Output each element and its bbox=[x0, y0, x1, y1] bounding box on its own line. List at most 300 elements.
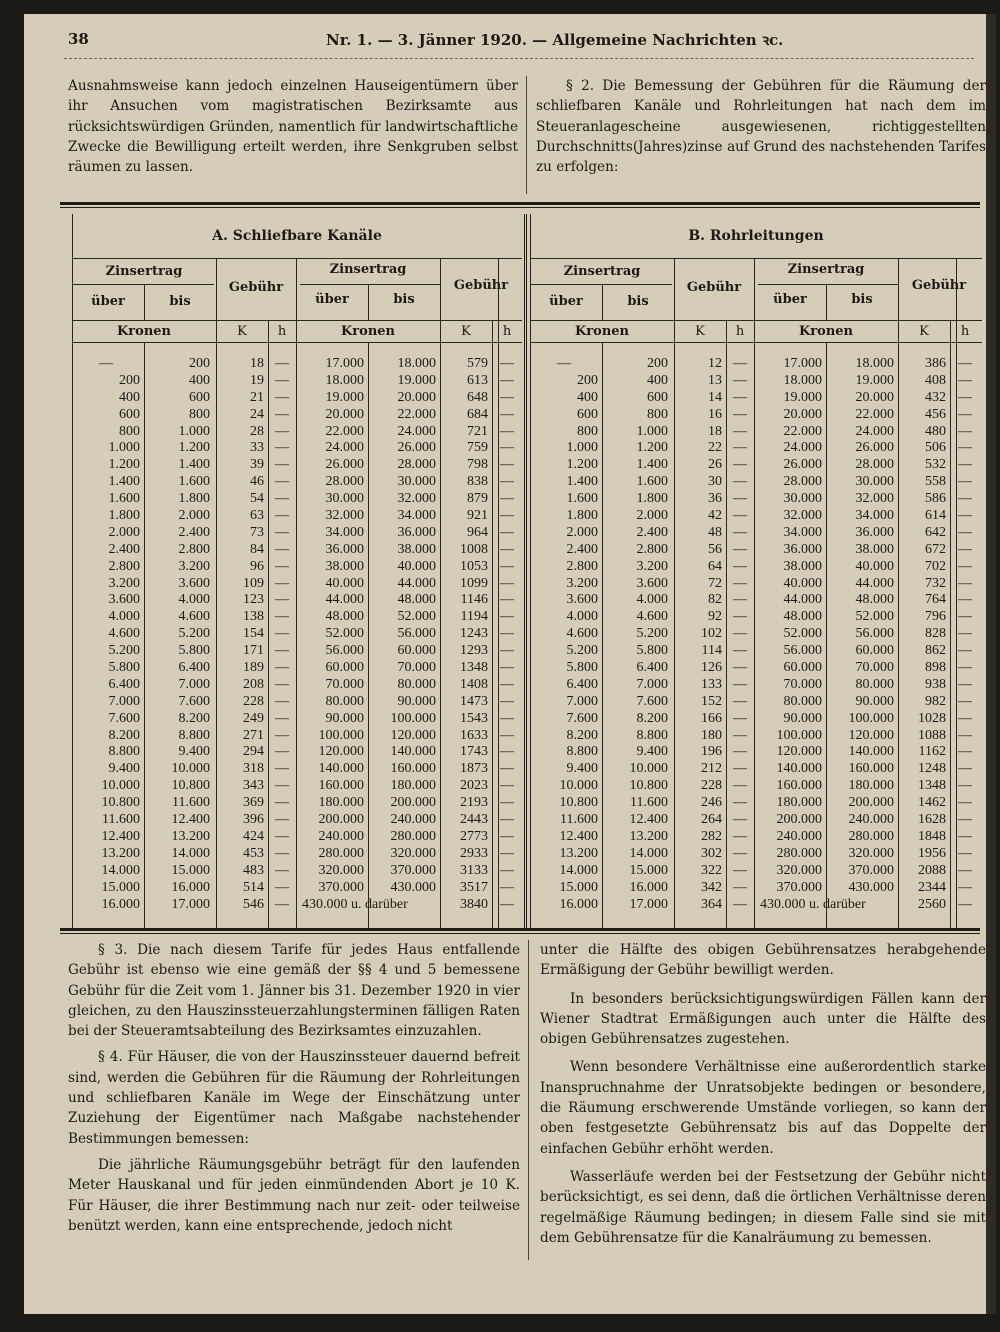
table-row bbox=[530, 424, 982, 441]
table-cell: 1543 bbox=[460, 710, 488, 726]
table-cell: 579 bbox=[467, 356, 488, 371]
table-cell: 70.000 bbox=[783, 676, 822, 692]
table-cell: 13.200 bbox=[101, 845, 140, 861]
table-cell: — bbox=[275, 457, 289, 473]
table-a-gebuehr-label-1: Gebühr bbox=[228, 280, 284, 295]
table-cell: 320.000 bbox=[318, 862, 364, 878]
table-row bbox=[530, 812, 982, 829]
table-cell: — bbox=[733, 643, 747, 659]
table-cell: — bbox=[733, 508, 747, 524]
table-cell: — bbox=[733, 440, 747, 456]
table-cell: — bbox=[275, 710, 289, 726]
table-cell: 7.600 bbox=[636, 693, 668, 709]
table-cell: — bbox=[275, 389, 289, 405]
table-cell: — bbox=[733, 609, 747, 625]
table-cell: — bbox=[500, 744, 514, 760]
table-cell: — bbox=[958, 812, 972, 828]
table-cell: 1633 bbox=[460, 727, 488, 743]
table-cell: — bbox=[500, 356, 514, 371]
table-row bbox=[530, 897, 982, 914]
intro-right-column bbox=[536, 76, 986, 177]
table-cell: 400 bbox=[647, 372, 668, 388]
table-cell: — bbox=[733, 474, 747, 490]
table-cell: 280.000 bbox=[848, 828, 894, 844]
table-cell: — bbox=[99, 356, 113, 371]
table-row bbox=[530, 744, 982, 761]
table-cell: — bbox=[733, 406, 747, 422]
table-b-h-label-1: h bbox=[735, 324, 745, 339]
table-cell: 60.000 bbox=[325, 660, 364, 676]
table-cell: 1.400 bbox=[178, 457, 210, 473]
table-row bbox=[530, 660, 982, 677]
table-a-schliefbare-kanaele bbox=[72, 214, 522, 930]
table-cell: 80.000 bbox=[397, 676, 436, 692]
table-cell: 24.000 bbox=[325, 440, 364, 456]
table-cell: 1.000 bbox=[566, 440, 598, 456]
table-cell: — bbox=[500, 423, 514, 439]
table-row bbox=[72, 694, 522, 711]
table-cell: 152 bbox=[701, 693, 722, 709]
paragraph-wasserlaeufe: Wasserläufe werden bei der Festsetzung der Gebühr nicht berücksichtigt, es sei denn, daß die örtlichen Verhältnisse deren regelmäßige Räumung bedingen; in diesem Falle sind sie mit dem Gebührensatze für die Kanalräumung zu bemessen. bbox=[540, 1168, 986, 1246]
table-row bbox=[72, 778, 522, 795]
table-cell: 2088 bbox=[918, 862, 946, 878]
table-cell: 600 bbox=[647, 389, 668, 405]
table-cell: 38.000 bbox=[397, 541, 436, 557]
table-cell: — bbox=[958, 862, 972, 878]
table-cell: 8.800 bbox=[108, 744, 140, 760]
table-cell: 15.000 bbox=[171, 862, 210, 878]
table-cell: 1162 bbox=[918, 744, 946, 760]
table-cell: — bbox=[733, 828, 747, 844]
table-cell: 13.200 bbox=[629, 828, 668, 844]
table-cell: 408 bbox=[925, 372, 946, 388]
table-cell: 2.400 bbox=[636, 524, 668, 540]
table-cell: 1.000 bbox=[178, 423, 210, 439]
table-a-ueber-label-1: über bbox=[91, 294, 125, 309]
table-cell: 15.000 bbox=[559, 879, 598, 895]
table-cell: 36.000 bbox=[325, 541, 364, 557]
table-cell: 1348 bbox=[460, 660, 488, 676]
table-cell: 100.000 bbox=[318, 727, 364, 743]
body-left-column bbox=[68, 940, 520, 1236]
table-cell: — bbox=[733, 660, 747, 676]
table-cell: 12.400 bbox=[101, 828, 140, 844]
table-cell: — bbox=[275, 440, 289, 456]
table-cell: 600 bbox=[189, 389, 210, 405]
table-a-zinsertrag-label-2: Zinsertrag bbox=[329, 262, 407, 277]
table-cell: 1.200 bbox=[636, 440, 668, 456]
table-cell: 3.200 bbox=[178, 558, 210, 574]
table-cell: 4.600 bbox=[178, 609, 210, 625]
table-cell: 40.000 bbox=[397, 558, 436, 574]
table-b-title: B. Rohrleitungen bbox=[688, 228, 824, 244]
table-cell: — bbox=[500, 761, 514, 777]
table-cell: 38.000 bbox=[783, 558, 822, 574]
table-cell: 10.800 bbox=[171, 778, 210, 794]
table-cell: 30.000 bbox=[855, 474, 894, 490]
table-cell: 1146 bbox=[460, 592, 488, 608]
table-cell: 48.000 bbox=[397, 592, 436, 608]
table-cell: — bbox=[733, 862, 747, 878]
table-cell: 15.000 bbox=[101, 879, 140, 895]
table-row bbox=[530, 576, 982, 593]
table-cell: 10.800 bbox=[559, 795, 598, 811]
table-cell: 34.000 bbox=[783, 524, 822, 540]
table-cell: 246 bbox=[701, 795, 722, 811]
table-cell: 60.000 bbox=[783, 660, 822, 676]
table-cell: 280.000 bbox=[776, 845, 822, 861]
table-row bbox=[72, 897, 522, 914]
table-row bbox=[72, 795, 522, 812]
table-row bbox=[530, 761, 982, 778]
table-cell: 34.000 bbox=[325, 524, 364, 540]
table-row bbox=[72, 592, 522, 609]
table-cell: 200 bbox=[647, 356, 668, 371]
table-cell: 11.600 bbox=[102, 812, 140, 828]
table-cell: 26.000 bbox=[325, 457, 364, 473]
table-cell: 120.000 bbox=[848, 727, 894, 743]
table-cell: 2443 bbox=[460, 812, 488, 828]
table-row bbox=[72, 390, 522, 407]
table-cell: 342 bbox=[701, 879, 722, 895]
table-row bbox=[530, 474, 982, 491]
table-row bbox=[72, 542, 522, 559]
table-cell: 320.000 bbox=[390, 845, 436, 861]
table-cell: 120.000 bbox=[776, 744, 822, 760]
table-cell: 52.000 bbox=[783, 626, 822, 642]
table-cell: 1.200 bbox=[108, 457, 140, 473]
table-cell: 506 bbox=[925, 440, 946, 456]
table-cell: 48.000 bbox=[855, 592, 894, 608]
table-cell: 64 bbox=[708, 558, 722, 574]
table-cell: 1.400 bbox=[636, 457, 668, 473]
table-cell: 36.000 bbox=[397, 524, 436, 540]
table-cell: 264 bbox=[701, 812, 722, 828]
table-cell: 2560 bbox=[918, 896, 946, 912]
table-cell: 9.400 bbox=[636, 744, 668, 760]
table-cell: 56.000 bbox=[783, 643, 822, 659]
table-cell: — bbox=[500, 727, 514, 743]
table-cell: — bbox=[733, 727, 747, 743]
table-row bbox=[72, 440, 522, 457]
table-cell: 20.000 bbox=[397, 389, 436, 405]
table-row bbox=[72, 457, 522, 474]
table-cell: — bbox=[733, 356, 747, 371]
table-cell: 828 bbox=[925, 626, 946, 642]
table-cell: — bbox=[958, 626, 972, 642]
table-a-ueber-label-2: über bbox=[315, 292, 349, 307]
table-row bbox=[530, 829, 982, 846]
table-a-zinsertrag-rule-2 bbox=[300, 284, 440, 285]
table-cell: — bbox=[733, 710, 747, 726]
table-cell: 90.000 bbox=[783, 710, 822, 726]
table-cell: 2.800 bbox=[178, 541, 210, 557]
table-cell: 1348 bbox=[918, 778, 946, 794]
table-cell: — bbox=[733, 778, 747, 794]
table-cell: 70.000 bbox=[325, 676, 364, 692]
table-cell: 732 bbox=[925, 575, 946, 591]
table-a-units-rule bbox=[72, 320, 522, 321]
table-cell: — bbox=[275, 795, 289, 811]
table-cell: — bbox=[958, 423, 972, 439]
table-cell: 8.200 bbox=[636, 710, 668, 726]
table-b-zinsertrag-rule-2 bbox=[758, 284, 898, 285]
table-cell: 33 bbox=[250, 440, 264, 456]
table-cell: 322 bbox=[701, 862, 722, 878]
table-row bbox=[72, 812, 522, 829]
table-cell: 1.200 bbox=[566, 457, 598, 473]
table-cell: — bbox=[733, 676, 747, 692]
table-cell: 3840 bbox=[460, 896, 488, 912]
table-cell: 180.000 bbox=[776, 795, 822, 811]
table-cell: 759 bbox=[467, 440, 488, 456]
table-b-zinsertrag-label-1: Zinsertrag bbox=[563, 264, 641, 279]
table-cell: 2.800 bbox=[566, 558, 598, 574]
table-cell: 456 bbox=[925, 406, 946, 422]
table-cell: 5.200 bbox=[566, 643, 598, 659]
table-cell: 800 bbox=[119, 423, 140, 439]
table-cell: 898 bbox=[925, 660, 946, 676]
table-cell: 7.000 bbox=[108, 693, 140, 709]
table-cell: 5.800 bbox=[108, 660, 140, 676]
table-cell: 721 bbox=[467, 423, 488, 439]
table-cell: — bbox=[958, 406, 972, 422]
table-cell: 72 bbox=[708, 575, 722, 591]
table-cell: 180.000 bbox=[848, 778, 894, 794]
table-cell: 60.000 bbox=[855, 643, 894, 659]
table-cell: 200.000 bbox=[848, 795, 894, 811]
table-cell: 400 bbox=[577, 389, 598, 405]
table-cell: — bbox=[733, 744, 747, 760]
paragraph-section-3: § 3. Die nach diesem Tarife für jedes Haus entfallende Gebühr ist ebenso wie eine gemäß der §§ 4 und 5 bemessene Gebühr für die Zeit vom 1. Jänner bis 31. Dezember 1920 in vier gleichen, zu den Hauszinssteuerzahlungsterminen fälligen Raten bei der Steueramtsabteilung des Bezirksamtes einzuzahlen. bbox=[68, 942, 520, 1040]
table-a-zinsertrag-label-1: Zinsertrag bbox=[105, 264, 183, 279]
table-cell: 90.000 bbox=[325, 710, 364, 726]
table-a-gebuehr-label-2: Gebühr bbox=[453, 278, 509, 293]
table-cell: 1248 bbox=[918, 761, 946, 777]
table-cell: — bbox=[500, 812, 514, 828]
table-cell: 4.600 bbox=[108, 626, 140, 642]
table-cell: — bbox=[958, 558, 972, 574]
table-cell: 1088 bbox=[918, 727, 946, 743]
table-cell: 32.000 bbox=[397, 491, 436, 507]
table-cell: 343 bbox=[243, 778, 264, 794]
table-cell: 7.000 bbox=[178, 676, 210, 692]
table-cell: 6.400 bbox=[178, 660, 210, 676]
table-cell: — bbox=[275, 626, 289, 642]
table-cell: 14.000 bbox=[171, 845, 210, 861]
table-cell: — bbox=[500, 828, 514, 844]
table-b-h-label-2: h bbox=[960, 324, 970, 339]
table-a-rows bbox=[72, 356, 522, 913]
table-cell: — bbox=[500, 626, 514, 642]
table-cell: 400 bbox=[119, 389, 140, 405]
table-cell: 16.000 bbox=[629, 879, 668, 895]
table-cell: — bbox=[500, 693, 514, 709]
table-cell: — bbox=[958, 828, 972, 844]
table-cell: 280.000 bbox=[390, 828, 436, 844]
table-cell: — bbox=[958, 845, 972, 861]
table-cell: 4.000 bbox=[636, 592, 668, 608]
table-cell: — bbox=[275, 896, 289, 912]
table-cell: 3.600 bbox=[566, 592, 598, 608]
table-cell: 796 bbox=[925, 609, 946, 625]
table-cell: 120.000 bbox=[390, 727, 436, 743]
table-cell: 22.000 bbox=[397, 406, 436, 422]
table-cell: — bbox=[275, 744, 289, 760]
table-cell: 140.000 bbox=[390, 744, 436, 760]
table-cell: 320.000 bbox=[776, 862, 822, 878]
table-b-ueber-label-2: über bbox=[773, 292, 807, 307]
table-cell: 56 bbox=[708, 541, 722, 557]
table-row bbox=[72, 761, 522, 778]
table-cell: 34.000 bbox=[855, 508, 894, 524]
table-cell: 396 bbox=[243, 812, 264, 828]
table-cell: — bbox=[500, 795, 514, 811]
table-cell: 140.000 bbox=[318, 761, 364, 777]
table-cell: 22.000 bbox=[855, 406, 894, 422]
table-row bbox=[72, 744, 522, 761]
table-cell: 1194 bbox=[460, 609, 488, 625]
table-cell: 10.800 bbox=[101, 795, 140, 811]
table-row bbox=[530, 778, 982, 795]
table-cell: 200 bbox=[577, 372, 598, 388]
table-cell: 964 bbox=[467, 524, 488, 540]
table-cell: 26 bbox=[708, 457, 722, 473]
table-cell: 38.000 bbox=[325, 558, 364, 574]
table-row bbox=[72, 559, 522, 576]
table-cell: 42 bbox=[708, 508, 722, 524]
table-cell: 200.000 bbox=[318, 812, 364, 828]
table-cell: 1.000 bbox=[108, 440, 140, 456]
table-cell: — bbox=[500, 710, 514, 726]
table-cell: 10.000 bbox=[101, 778, 140, 794]
table-cell: — bbox=[275, 609, 289, 625]
table-b-gebuehr-label-1: Gebühr bbox=[686, 280, 742, 295]
table-row bbox=[72, 474, 522, 491]
table-cell: — bbox=[733, 372, 747, 388]
body-column-divider bbox=[528, 940, 529, 1260]
table-cell: 10.000 bbox=[629, 761, 668, 777]
table-a-header-rule bbox=[72, 258, 522, 259]
table-cell: 18 bbox=[250, 356, 264, 371]
table-cell: 160.000 bbox=[776, 778, 822, 794]
table-cell: 1099 bbox=[460, 575, 488, 591]
table-cell: — bbox=[958, 761, 972, 777]
table-cell: 18.000 bbox=[783, 372, 822, 388]
table-cell: 44.000 bbox=[397, 575, 436, 591]
table-cell: 282 bbox=[701, 828, 722, 844]
table-cell: — bbox=[275, 676, 289, 692]
table-cell: — bbox=[500, 862, 514, 878]
table-cell: 200 bbox=[189, 356, 210, 371]
table-divider bbox=[524, 214, 527, 930]
table-cell: — bbox=[733, 389, 747, 405]
table-cell: 26.000 bbox=[397, 440, 436, 456]
table-cell: — bbox=[958, 389, 972, 405]
table-cell: 208 bbox=[243, 676, 264, 692]
table-cell: — bbox=[733, 592, 747, 608]
table-cell: 2.000 bbox=[178, 508, 210, 524]
table-row bbox=[530, 356, 982, 373]
table-cell: — bbox=[958, 457, 972, 473]
table-row bbox=[72, 728, 522, 745]
table-a-zinsertrag-rule-1 bbox=[72, 284, 214, 285]
table-cell: 432 bbox=[925, 389, 946, 405]
table-a-bis-label-2: bis bbox=[393, 292, 415, 307]
table-cell: 600 bbox=[577, 406, 598, 422]
intro-right-paragraph: § 2. Die Bemessung der Gebühren für die Räumung der schliefbaren Kanäle und Rohrleitungen hat nach dem im Steueranlagescheine ausgewiesenen, richtiggestellten Durchschnitts(Jahres)zinse auf Grund des nachstehenden Tarifes zu erfolgen: bbox=[536, 78, 986, 176]
newspaper-page bbox=[24, 14, 996, 1314]
table-cell: 648 bbox=[467, 389, 488, 405]
table-cell: 15.000 bbox=[629, 862, 668, 878]
table-cell: 600 bbox=[119, 406, 140, 422]
table-cell: 558 bbox=[925, 474, 946, 490]
table-cell: 96 bbox=[250, 558, 264, 574]
table-cell: 4.600 bbox=[636, 609, 668, 625]
table-cell: 1.600 bbox=[178, 474, 210, 490]
table-cell: 100.000 bbox=[848, 710, 894, 726]
table-cell: 18.000 bbox=[855, 356, 894, 371]
table-cell: — bbox=[733, 558, 747, 574]
table-row bbox=[72, 846, 522, 863]
table-cell: 938 bbox=[925, 676, 946, 692]
table-cell: 48.000 bbox=[783, 609, 822, 625]
table-row bbox=[530, 609, 982, 626]
table-cell: 80.000 bbox=[855, 676, 894, 692]
table-cell: 294 bbox=[243, 744, 264, 760]
table-cell: 20.000 bbox=[783, 406, 822, 422]
table-cell: 430.000 u. darüber bbox=[760, 896, 866, 912]
table-cell: 32.000 bbox=[783, 508, 822, 524]
table-cell: 1.800 bbox=[566, 508, 598, 524]
table-row bbox=[72, 863, 522, 880]
table-row bbox=[72, 508, 522, 525]
table-cell: 52.000 bbox=[855, 609, 894, 625]
table-cell: — bbox=[275, 508, 289, 524]
table-cell: 28.000 bbox=[783, 474, 822, 490]
table-cell: 160.000 bbox=[848, 761, 894, 777]
table-cell: 160.000 bbox=[318, 778, 364, 794]
table-cell: 73 bbox=[250, 524, 264, 540]
table-cell: 430.000 u. darüber bbox=[302, 896, 408, 912]
table-cell: — bbox=[275, 778, 289, 794]
table-cell: 19.000 bbox=[783, 389, 822, 405]
table-row bbox=[72, 643, 522, 660]
table-cell: 11.600 bbox=[630, 795, 668, 811]
table-cell: 28.000 bbox=[397, 457, 436, 473]
table-cell: 28 bbox=[250, 423, 264, 439]
table-cell: 56.000 bbox=[397, 626, 436, 642]
table-cell: 17.000 bbox=[171, 896, 210, 912]
table-cell: 22 bbox=[708, 440, 722, 456]
table-cell: 5.200 bbox=[108, 643, 140, 659]
table-cell: 19.000 bbox=[855, 372, 894, 388]
table-cell: 60.000 bbox=[397, 643, 436, 659]
table-cell: 7.600 bbox=[108, 710, 140, 726]
paragraph-section-4: § 4. Für Häuser, die von der Hauszinssteuer dauernd befreit sind, werden die Gebühren für die Räumung der Rohrleitungen und schliefbaren Kanäle im Wege der Einschätzung unter Zuziehung der Eigentümer nach Maßgabe nachstehender Bestimmungen bemessen: bbox=[68, 1049, 520, 1147]
table-cell: 171 bbox=[243, 643, 264, 659]
table-cell: 6.400 bbox=[636, 660, 668, 676]
table-cell: 249 bbox=[243, 710, 264, 726]
table-cell: 48 bbox=[708, 524, 722, 540]
table-cell: 1873 bbox=[460, 761, 488, 777]
table-cell: 5.200 bbox=[178, 626, 210, 642]
table-cell: 14.000 bbox=[559, 862, 598, 878]
table-cell: 24.000 bbox=[855, 423, 894, 439]
table-cell: — bbox=[275, 491, 289, 507]
table-cell: 100.000 bbox=[776, 727, 822, 743]
table-cell: — bbox=[275, 727, 289, 743]
